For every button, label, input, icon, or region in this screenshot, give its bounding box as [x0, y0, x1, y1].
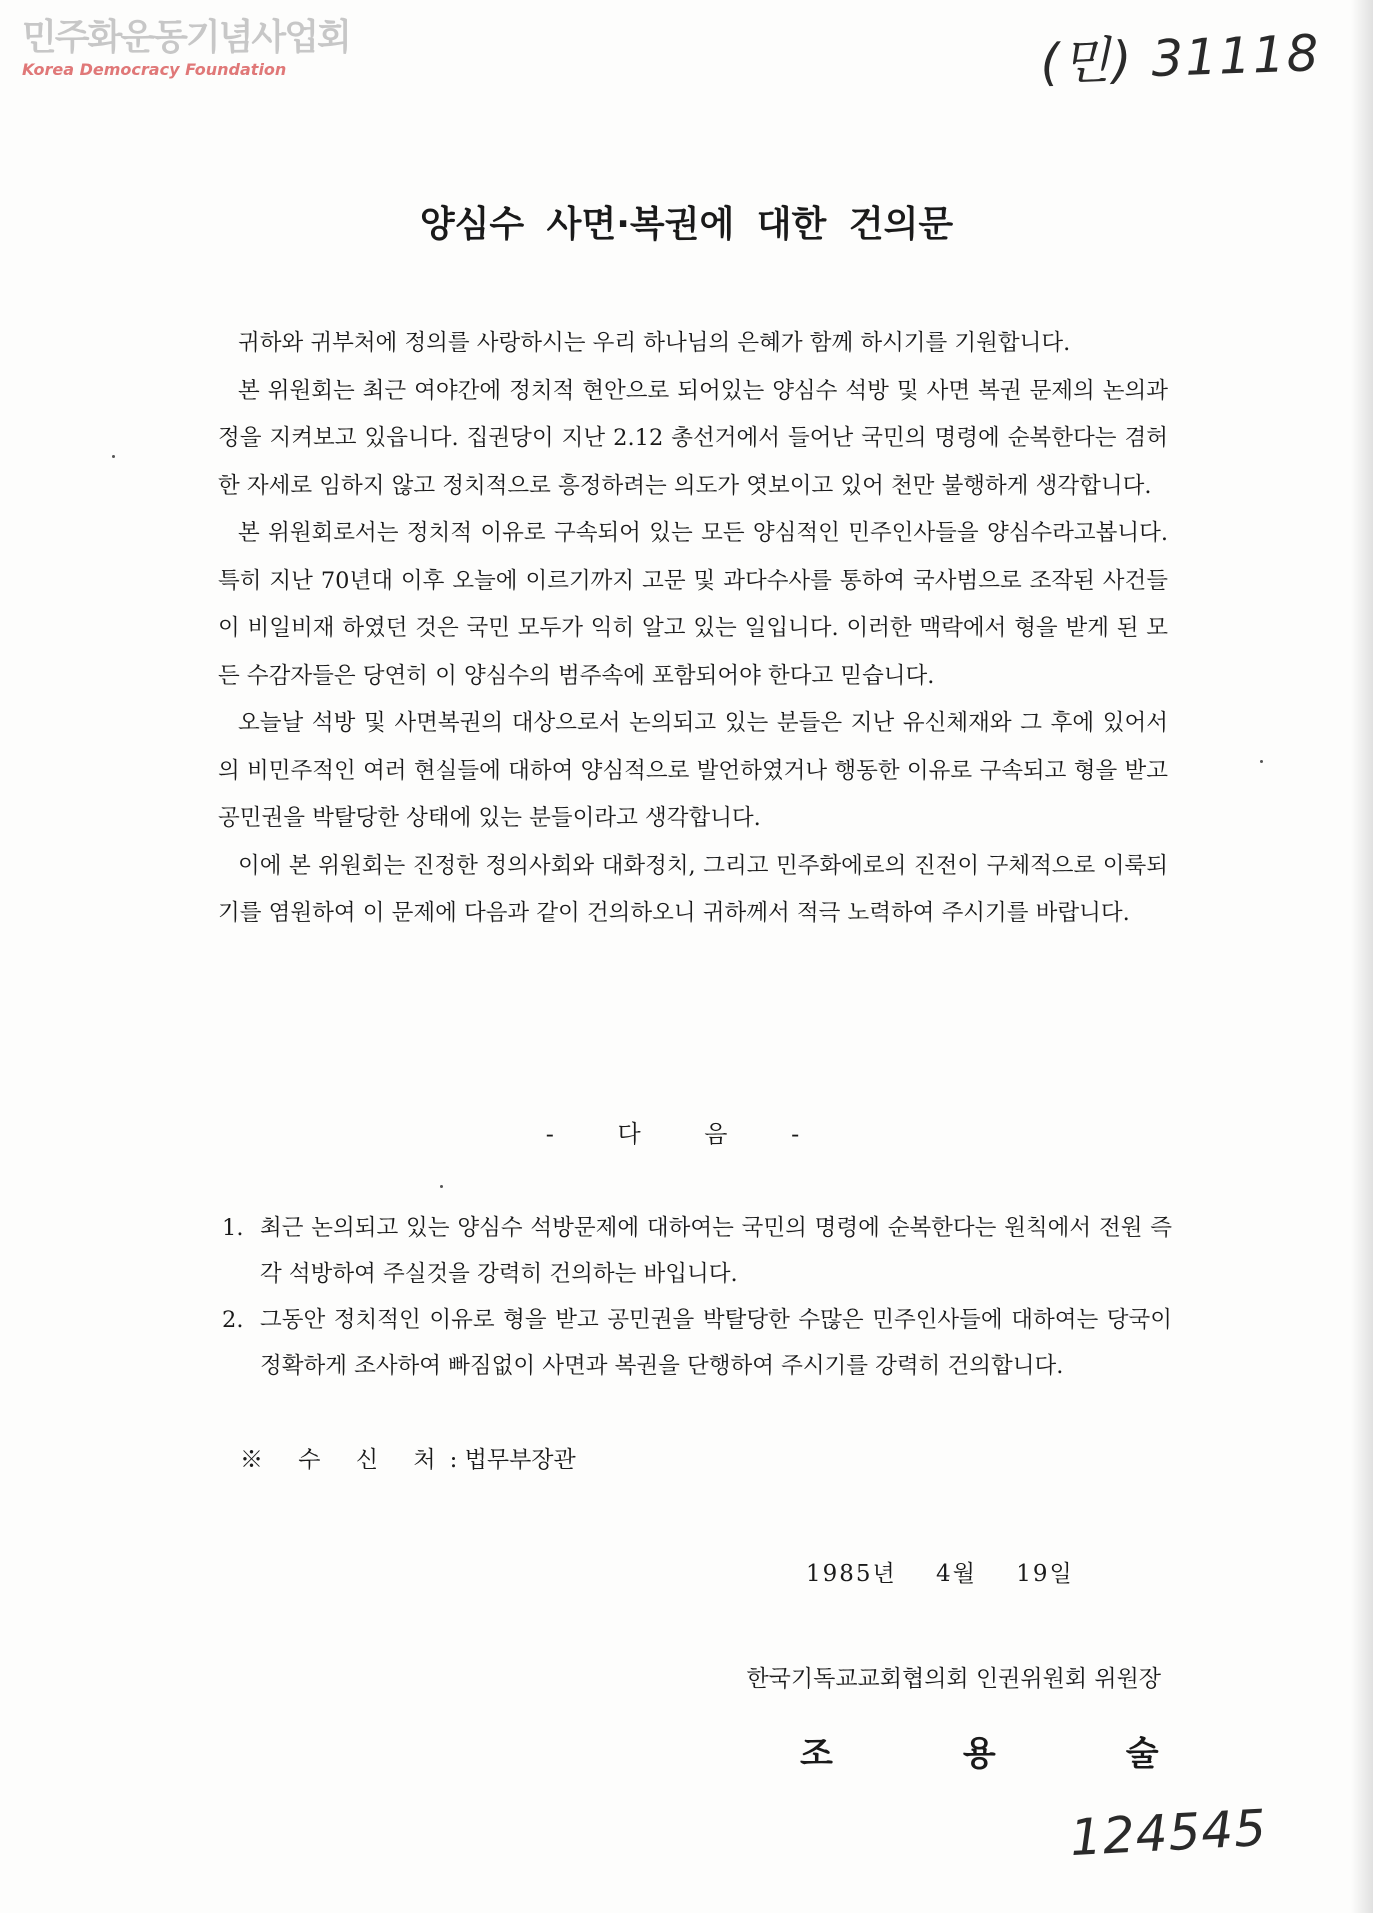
- paragraph-definition: 본 위원회로서는 정치적 이유로 구속되어 있는 모든 양심적인 민주인사들을 양심수라고봅니다. 특히 지난 70년대 이후 오늘에 이르기까지 고문 및 과다수사를 통하여 국사범으로 조작된 사건들이 비일비재 하였던 것은 국민 모두가 익히 알고 있는 일입니다. 이러한 맥락에서 형을 받게 된 모든 수감자들은 당연히 이 양심수의 범주속에 포함되어야 한다고 믿습니다.: [218, 520, 1168, 689]
- item-number: 2.: [222, 1307, 244, 1333]
- item-number: 1.: [222, 1215, 244, 1241]
- paragraph-greeting: 귀하와 귀부처에 정의를 사랑하시는 우리 하나님의 은혜가 함께 하시기를 기원합니다.: [238, 330, 1071, 356]
- signer-name: 조용술: [800, 1734, 1289, 1774]
- document-date: 1985년 4월 19일: [806, 1561, 1074, 1587]
- paragraph-observation: 본 위원회는 최근 여야간에 정치적 현안으로 되어있는 양심수 석방 및 사면 복권 문제의 논의과정을 지켜보고 있읍니다. 집권당이 지난 2.12 총선거에서 들어난 국민의 명령에 순복한다는 겸허한 자세로 임하지 않고 정치적으로 흥정하려는 의도가 엿보이고 있어 천만 불행하게 생각합니다.: [218, 377, 1168, 499]
- scan-speck: [112, 455, 115, 458]
- paragraph-request: 이에 본 위원회는 진정한 정의사회와 대화정치, 그리고 민주화에로의 진전이 구체적으로 이룩되기를 염원하여 이 문제에 다음과 같이 건의하오니 귀하께서 적극 노력하여 주시기를 바랍니다.: [218, 852, 1168, 926]
- scan-speck: [440, 1185, 443, 1188]
- handwritten-document-number: 124545: [1068, 1798, 1269, 1868]
- watermark-korean: 민주화운동기념사업회: [22, 17, 350, 58]
- recipient-label: ※ 수 신 처: [240, 1447, 450, 1473]
- paragraph-subjects: 오늘날 석방 및 사면복권의 대상으로서 논의되고 있는 분들은 지난 유신체재와 그 후에 있어서의 비민주적인 여러 현실들에 대하여 양심적으로 발언하였거나 행동한 이유로 구속되고 형을 받고 공민권을 박탈당한 상태에 있는 분들이라고 생각합니다.: [218, 710, 1168, 831]
- watermark-english: Korea Democracy Foundation: [22, 60, 287, 79]
- document-body: [218, 320, 1168, 938]
- handwritten-archive-number: (민) 31118: [1039, 24, 1322, 92]
- document-title: 양심수 사면·복권에 대한 건의문: [419, 204, 954, 245]
- recipient-line: [240, 1441, 576, 1474]
- list-item: [222, 1205, 1172, 1297]
- item-text: 그동안 정치적인 이유로 형을 받고 공민권을 박탈당한 수많은 민주인사들에 대하여는 당국이 정확하게 조사하여 빠짐없이 사면과 복권을 단행하여 주시기를 강력히 건의합니다.: [260, 1307, 1172, 1379]
- scan-edge-shadow: [1351, 0, 1373, 1913]
- recipient-value: : 법무부장관: [449, 1447, 576, 1473]
- list-item: [222, 1297, 1172, 1389]
- foundation-watermark: [22, 18, 350, 80]
- scan-speck: [1260, 760, 1263, 763]
- section-heading: - 다 음 -: [545, 1120, 828, 1148]
- recommendation-list: [222, 1205, 1172, 1389]
- issuing-organization: 한국기독교교회협의회 인권위원회 위원장: [746, 1666, 1161, 1692]
- item-text: 최근 논의되고 있는 양심수 석방문제에 대하여는 국민의 명령에 순복한다는 원칙에서 전원 즉각 석방하여 주실것을 강력히 건의하는 바입니다.: [260, 1215, 1172, 1287]
